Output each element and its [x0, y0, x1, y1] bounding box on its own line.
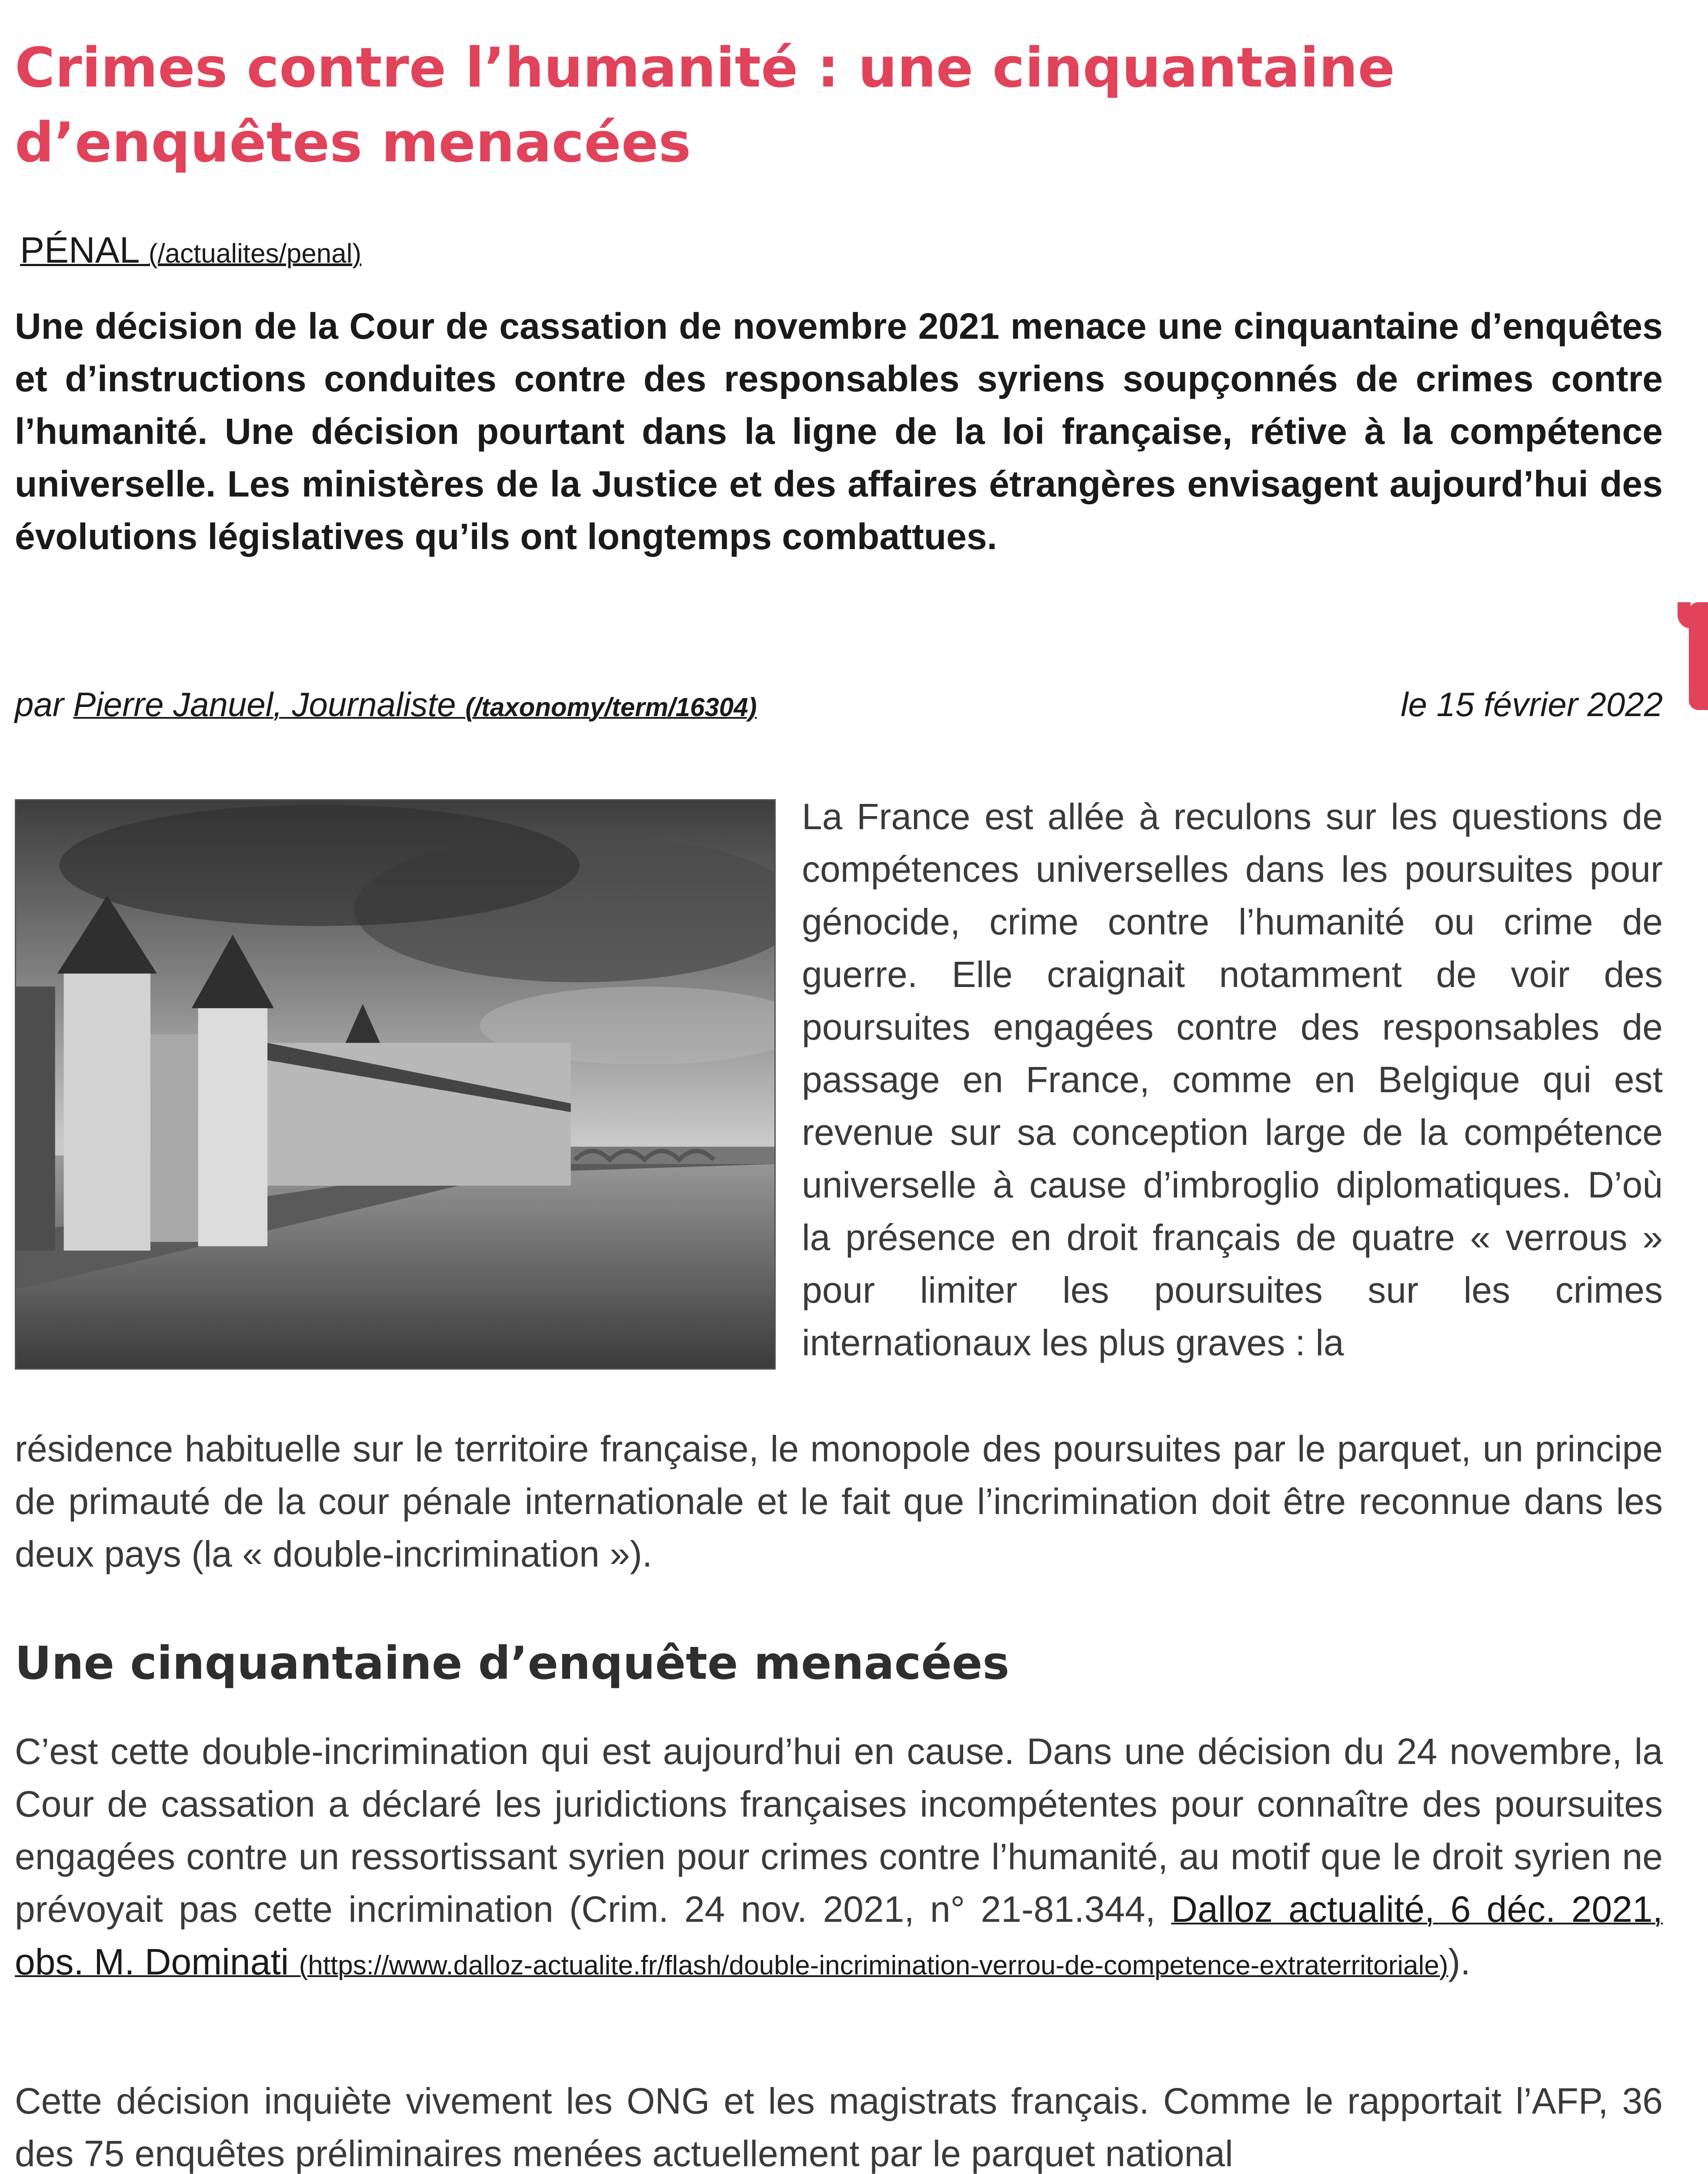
category — [20, 226, 361, 278]
photo-conciergerie-icon — [15, 799, 776, 1370]
paragraph-ong: Cette décision inquiète vivement les ONG et les magistrats français. Comme le rapportait l’AFP, 36 des 75 enquêtes préliminaires menées actuellement par le parquet national — [15, 2081, 1663, 2174]
paragraph-double-incrimination — [15, 1725, 1663, 1992]
section-heading: Une cinquantaine d’enquête menacées — [15, 1637, 1010, 1690]
intro-paragraph-continued: résidence habituelle sur le territoire française, le monopole des poursuites par le parquet, un principe de primauté de la cour pénale internationale et le fait que l’incrimination doit être reconnue dans les deux pays (la « double-incrimination »). — [15, 1428, 1663, 1574]
side-tab-icon[interactable] — [1689, 602, 1708, 710]
paragraph-text: C’est cette double-incrimination qui est aujourd’hui en cause. Dans une décision du 24 novembre, la Cour de cassation a déclaré les juridictions françaises incompétentes pour connaître des poursuites engagées contre un ressortissant syrien pour crimes contre l’humanité, au motif que le droit syrien ne prévoyait pas cette incrimination (Crim. 24 nov. 2021, n° 21-81.344, — [15, 1731, 1663, 1930]
publication-date: le 15 février 2022 — [1401, 685, 1663, 724]
photo-illustration — [16, 800, 774, 1368]
article-title: Crimes contre l’humanité : une cinquantaine d’enquêtes menacées — [15, 36, 1395, 174]
byline — [15, 680, 1663, 731]
author-name: Pierre Januel, Journaliste — [73, 685, 456, 724]
category-label: PÉNAL — [20, 230, 139, 270]
intro-paragraph: La France est allée à reculons sur les questions de compétences universelles dans les poursuites pour génocide, crime contre l’humanité ou crime de guerre. Elle craignait notamment de voir des poursuites engagées contre des responsables de passage en France, comme en Belgique qui est revenue sur sa conception large de la compétence universelle à cause d’imbroglio diplomatiques. D’où la présence en droit français de quatre « verrous » pour limiter les poursuites sur les crimes internationaux les plus graves : la — [802, 796, 1663, 1363]
category-path: (/actualites/penal) — [148, 239, 362, 269]
dalloz-link-url: (https://www.dalloz-actualite.fr/flash/double-incrimination-verrou-de-competence-extraterritoriale) — [299, 1951, 1448, 1981]
byline-prefix: par — [15, 685, 64, 724]
category-link[interactable] — [20, 230, 361, 270]
author-path: (/taxonomy/term/16304) — [465, 693, 757, 722]
dalloz-link-label: Dalloz actualité, 6 déc. 2021, obs. M. Dominati — [15, 1889, 1663, 1982]
article-lead: Une décision de la Cour de cassation de novembre 2021 menace une cinquantaine d’enquêtes et d’instructions conduites contre des responsables syriens soupçonnés de crimes contre l’humanité. Une décision pourtant dans la ligne de la loi française, rétive à la compétence universelle. Les ministères de la Justice et des affaires étrangères envisagent aujourd’hui des évolutions législatives qu’ils ont longtemps combattues. — [15, 306, 1663, 557]
author-link[interactable] — [73, 685, 757, 724]
paragraph-end: ). — [1448, 1941, 1471, 1982]
